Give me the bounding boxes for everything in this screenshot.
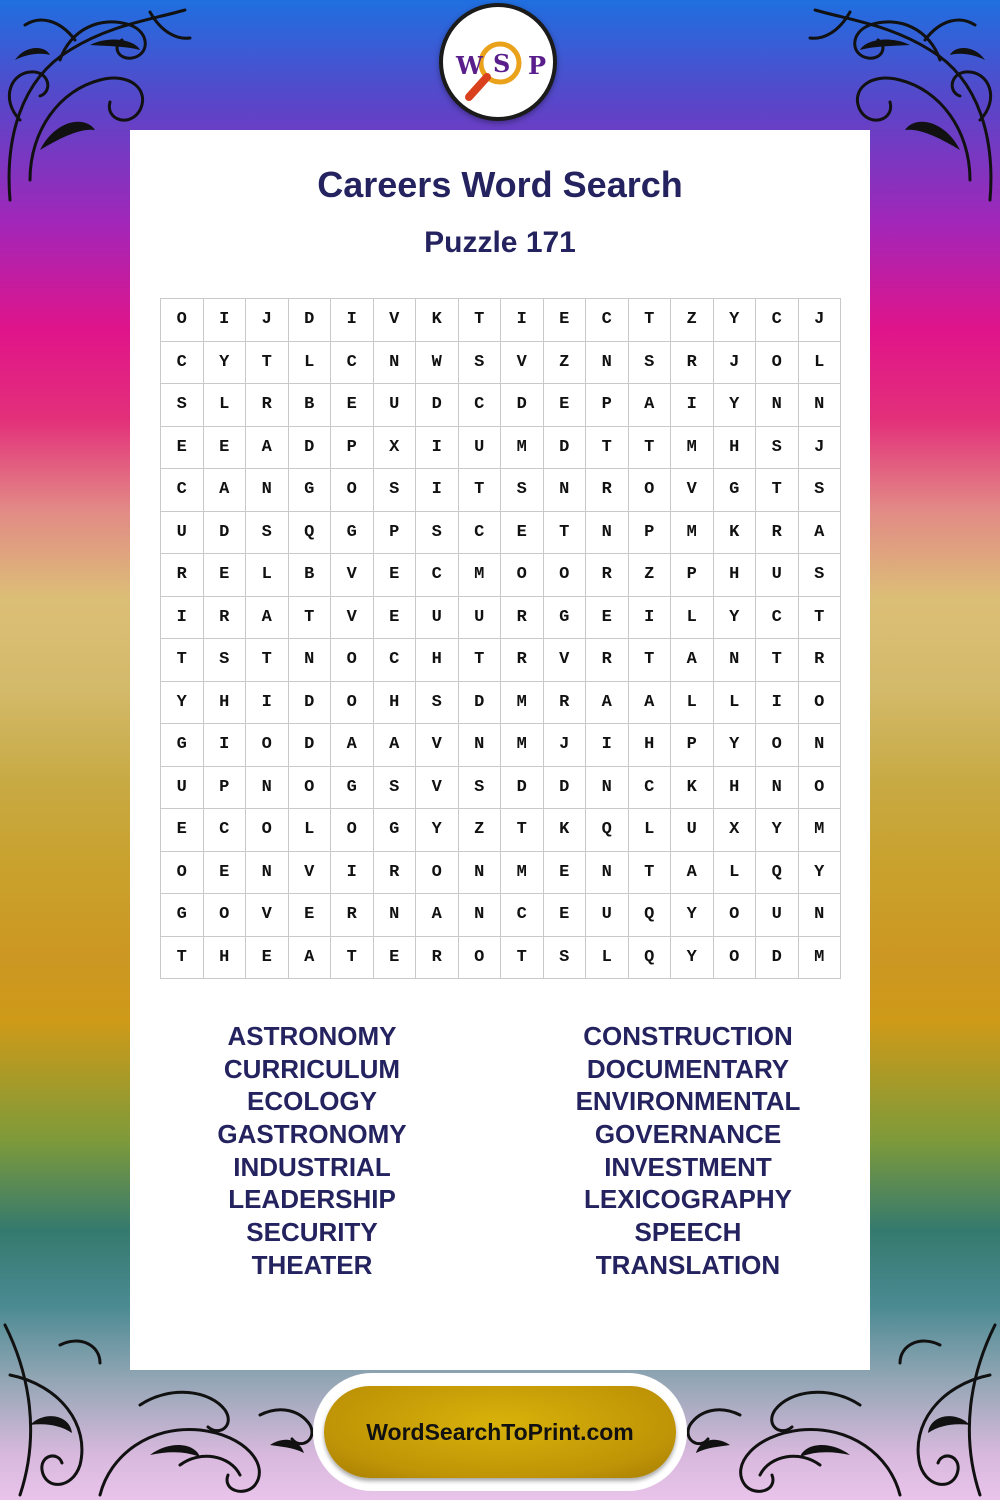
grid-cell[interactable]: S bbox=[799, 554, 842, 597]
grid-cell[interactable]: P bbox=[671, 554, 714, 597]
grid-cell[interactable]: O bbox=[714, 937, 757, 980]
grid-cell[interactable]: Y bbox=[416, 809, 459, 852]
grid-cell[interactable]: P bbox=[629, 512, 672, 555]
grid-cell[interactable]: U bbox=[416, 597, 459, 640]
grid-cell[interactable]: Q bbox=[629, 937, 672, 980]
grid-cell[interactable]: A bbox=[671, 852, 714, 895]
grid-cell[interactable]: M bbox=[671, 512, 714, 555]
grid-cell[interactable]: T bbox=[459, 299, 502, 342]
grid-cell[interactable]: S bbox=[501, 469, 544, 512]
grid-cell[interactable]: E bbox=[544, 299, 587, 342]
grid-cell[interactable]: E bbox=[246, 937, 289, 980]
word-item: INDUSTRIAL bbox=[233, 1151, 391, 1182]
grid-cell[interactable]: D bbox=[289, 299, 332, 342]
grid-cell[interactable]: V bbox=[416, 767, 459, 810]
word-item: CONSTRUCTION bbox=[583, 1021, 793, 1051]
grid-cell[interactable]: O bbox=[629, 469, 672, 512]
grid-cell[interactable]: R bbox=[331, 894, 374, 937]
grid-cell[interactable]: T bbox=[586, 427, 629, 470]
grid-cell[interactable]: O bbox=[756, 724, 799, 767]
grid-cell[interactable]: K bbox=[544, 809, 587, 852]
word-item: INVESTMENT bbox=[604, 1151, 772, 1182]
grid-cell[interactable]: U bbox=[161, 767, 204, 810]
grid-cell[interactable]: B bbox=[289, 384, 332, 427]
grid-cell[interactable]: R bbox=[161, 554, 204, 597]
grid-cell[interactable]: H bbox=[714, 554, 757, 597]
grid-cell[interactable]: H bbox=[204, 682, 247, 725]
grid-cell[interactable]: M bbox=[501, 852, 544, 895]
grid-cell[interactable]: Y bbox=[714, 299, 757, 342]
word-item: SECURITY bbox=[246, 1217, 378, 1248]
grid-cell[interactable]: R bbox=[416, 937, 459, 980]
logo-letter-w: W bbox=[456, 51, 483, 80]
grid-cell[interactable]: R bbox=[586, 639, 629, 682]
grid-cell[interactable]: J bbox=[544, 724, 587, 767]
grid-cell[interactable]: A bbox=[671, 639, 714, 682]
grid-cell[interactable]: I bbox=[756, 682, 799, 725]
grid-cell[interactable]: E bbox=[161, 427, 204, 470]
grid-cell[interactable]: N bbox=[459, 724, 502, 767]
grid-cell[interactable]: I bbox=[671, 384, 714, 427]
grid-cell[interactable]: E bbox=[204, 554, 247, 597]
grid-cell[interactable]: S bbox=[459, 342, 502, 385]
grid-cell[interactable]: N bbox=[246, 469, 289, 512]
grid-cell[interactable]: W bbox=[416, 342, 459, 385]
grid-cell[interactable]: U bbox=[756, 894, 799, 937]
grid-cell[interactable]: M bbox=[501, 427, 544, 470]
grid-cell[interactable]: J bbox=[246, 299, 289, 342]
grid-cell[interactable]: O bbox=[289, 767, 332, 810]
grid-cell[interactable]: S bbox=[459, 767, 502, 810]
grid-cell[interactable]: L bbox=[714, 852, 757, 895]
grid-cell[interactable]: O bbox=[799, 767, 842, 810]
grid-cell[interactable]: D bbox=[501, 384, 544, 427]
grid-cell[interactable]: C bbox=[756, 597, 799, 640]
grid-cell[interactable]: L bbox=[714, 682, 757, 725]
grid-cell[interactable]: T bbox=[799, 597, 842, 640]
word-list-left bbox=[152, 1020, 472, 1282]
grid-cell[interactable]: A bbox=[586, 682, 629, 725]
grid-cell[interactable]: I bbox=[416, 427, 459, 470]
grid-cell[interactable]: O bbox=[204, 894, 247, 937]
grid-cell[interactable]: R bbox=[501, 639, 544, 682]
grid-cell[interactable]: M bbox=[799, 809, 842, 852]
grid-cell[interactable]: T bbox=[544, 512, 587, 555]
logo-letter-p: P bbox=[528, 51, 547, 80]
grid-cell[interactable]: N bbox=[799, 724, 842, 767]
grid-cell[interactable]: L bbox=[289, 809, 332, 852]
grid-cell[interactable]: T bbox=[629, 852, 672, 895]
grid-cell[interactable]: R bbox=[374, 852, 417, 895]
word-item: LEXICOGRAPHY bbox=[583, 1184, 793, 1215]
grid-cell[interactable]: B bbox=[289, 554, 332, 597]
grid-cell[interactable]: C bbox=[374, 639, 417, 682]
grid-cell[interactable]: G bbox=[161, 894, 204, 937]
word-list-right bbox=[528, 1020, 848, 1282]
grid-cell[interactable]: N bbox=[246, 852, 289, 895]
puzzle-number: Puzzle 171 bbox=[424, 226, 576, 259]
grid-cell[interactable]: R bbox=[799, 639, 842, 682]
grid-cell[interactable]: N bbox=[459, 894, 502, 937]
puzzle-title: Careers Word Search bbox=[317, 164, 683, 205]
word-item: ASTRONOMY bbox=[227, 1021, 397, 1051]
grid-cell[interactable]: O bbox=[161, 299, 204, 342]
grid-cell[interactable]: N bbox=[544, 469, 587, 512]
grid-cell[interactable]: D bbox=[544, 427, 587, 470]
grid-cell[interactable]: A bbox=[629, 384, 672, 427]
grid-cell[interactable]: N bbox=[756, 767, 799, 810]
grid-cell[interactable]: T bbox=[331, 937, 374, 980]
grid-cell[interactable]: C bbox=[459, 384, 502, 427]
puzzle-panel bbox=[130, 130, 870, 1370]
grid-cell[interactable]: T bbox=[246, 342, 289, 385]
grid-cell[interactable]: M bbox=[671, 427, 714, 470]
grid-cell[interactable]: A bbox=[204, 469, 247, 512]
grid-cell[interactable]: D bbox=[289, 427, 332, 470]
grid-cell[interactable]: Z bbox=[544, 342, 587, 385]
site-logo[interactable] bbox=[439, 3, 557, 121]
grid-cell[interactable]: R bbox=[586, 554, 629, 597]
grid-cell[interactable]: U bbox=[671, 809, 714, 852]
grid-cell[interactable]: Y bbox=[204, 342, 247, 385]
grid-cell[interactable]: Q bbox=[756, 852, 799, 895]
grid-cell[interactable]: A bbox=[289, 937, 332, 980]
grid-cell[interactable]: M bbox=[501, 682, 544, 725]
grid-cell[interactable]: A bbox=[331, 724, 374, 767]
grid-cell[interactable]: D bbox=[756, 937, 799, 980]
grid-cell[interactable]: N bbox=[756, 384, 799, 427]
grid-cell[interactable]: T bbox=[629, 299, 672, 342]
grid-cell[interactable]: L bbox=[799, 342, 842, 385]
grid-cell[interactable]: P bbox=[374, 512, 417, 555]
grid-cell[interactable]: R bbox=[756, 512, 799, 555]
grid-cell[interactable]: I bbox=[501, 299, 544, 342]
grid-cell[interactable]: T bbox=[161, 639, 204, 682]
grid-cell[interactable]: E bbox=[161, 809, 204, 852]
grid-cell[interactable]: E bbox=[586, 597, 629, 640]
grid-cell[interactable]: P bbox=[671, 724, 714, 767]
grid-cell[interactable]: U bbox=[586, 894, 629, 937]
grid-cell[interactable]: R bbox=[586, 469, 629, 512]
grid-cell[interactable]: T bbox=[246, 639, 289, 682]
grid-cell[interactable]: M bbox=[799, 937, 842, 980]
grid-cell[interactable]: C bbox=[459, 512, 502, 555]
grid-cell[interactable]: V bbox=[374, 299, 417, 342]
grid-cell[interactable]: S bbox=[629, 342, 672, 385]
grid-cell[interactable]: E bbox=[544, 384, 587, 427]
grid-cell[interactable]: T bbox=[289, 597, 332, 640]
grid-cell[interactable]: Z bbox=[671, 299, 714, 342]
grid-cell[interactable]: L bbox=[246, 554, 289, 597]
grid-cell[interactable]: K bbox=[714, 512, 757, 555]
grid-cell[interactable]: L bbox=[671, 682, 714, 725]
grid-cell[interactable]: E bbox=[501, 512, 544, 555]
grid-cell[interactable]: H bbox=[416, 639, 459, 682]
grid-cell[interactable]: A bbox=[629, 682, 672, 725]
letter-grid bbox=[160, 298, 841, 979]
grid-cell[interactable]: E bbox=[374, 554, 417, 597]
grid-cell[interactable]: I bbox=[204, 299, 247, 342]
word-item: DOCUMENTARY bbox=[586, 1053, 790, 1084]
grid-cell[interactable]: V bbox=[544, 639, 587, 682]
grid-cell[interactable]: I bbox=[161, 597, 204, 640]
grid-cell[interactable]: G bbox=[544, 597, 587, 640]
grid-cell[interactable]: Z bbox=[459, 809, 502, 852]
grid-cell[interactable]: J bbox=[714, 342, 757, 385]
grid-cell[interactable]: U bbox=[756, 554, 799, 597]
grid-cell[interactable]: R bbox=[501, 597, 544, 640]
grid-cell[interactable]: Y bbox=[714, 724, 757, 767]
grid-cell[interactable]: O bbox=[246, 724, 289, 767]
grid-cell[interactable]: G bbox=[161, 724, 204, 767]
grid-cell[interactable]: C bbox=[161, 342, 204, 385]
grid-cell[interactable]: S bbox=[416, 682, 459, 725]
grid-cell[interactable]: N bbox=[246, 767, 289, 810]
grid-cell[interactable]: L bbox=[289, 342, 332, 385]
grid-cell[interactable]: Q bbox=[629, 894, 672, 937]
grid-cell[interactable]: C bbox=[416, 554, 459, 597]
grid-cell[interactable]: S bbox=[204, 639, 247, 682]
grid-cell[interactable]: H bbox=[714, 767, 757, 810]
grid-cell[interactable]: S bbox=[246, 512, 289, 555]
grid-cell[interactable]: Y bbox=[799, 852, 842, 895]
grid-cell[interactable]: Y bbox=[714, 597, 757, 640]
grid-cell[interactable]: D bbox=[544, 767, 587, 810]
grid-cell[interactable]: A bbox=[799, 512, 842, 555]
grid-cell[interactable]: O bbox=[501, 554, 544, 597]
grid-cell[interactable]: O bbox=[416, 852, 459, 895]
website-link[interactable]: WordSearchToPrint.com bbox=[366, 1418, 634, 1445]
grid-cell[interactable]: A bbox=[246, 597, 289, 640]
grid-cell[interactable]: E bbox=[374, 597, 417, 640]
grid-cell[interactable]: O bbox=[756, 342, 799, 385]
grid-cell[interactable]: I bbox=[246, 682, 289, 725]
word-item: LEADERSHIP bbox=[228, 1184, 396, 1215]
grid-cell[interactable]: C bbox=[586, 299, 629, 342]
grid-cell[interactable]: H bbox=[374, 682, 417, 725]
grid-cell[interactable]: I bbox=[204, 724, 247, 767]
grid-cell[interactable]: H bbox=[204, 937, 247, 980]
grid-cell[interactable]: O bbox=[331, 639, 374, 682]
grid-cell[interactable]: I bbox=[629, 597, 672, 640]
grid-cell[interactable]: E bbox=[204, 427, 247, 470]
grid-cell[interactable]: X bbox=[714, 809, 757, 852]
word-item: GOVERNANCE bbox=[594, 1119, 782, 1150]
grid-cell[interactable]: O bbox=[459, 937, 502, 980]
grid-cell[interactable]: O bbox=[331, 809, 374, 852]
grid-cell[interactable]: J bbox=[799, 299, 842, 342]
grid-cell[interactable]: E bbox=[374, 937, 417, 980]
grid-cell[interactable]: V bbox=[246, 894, 289, 937]
grid-cell[interactable]: N bbox=[586, 342, 629, 385]
footer-badge bbox=[313, 1373, 687, 1491]
grid-cell[interactable]: N bbox=[289, 639, 332, 682]
grid-cell[interactable]: N bbox=[459, 852, 502, 895]
grid-cell[interactable]: Z bbox=[629, 554, 672, 597]
grid-cell[interactable]: C bbox=[756, 299, 799, 342]
grid-cell[interactable]: N bbox=[799, 894, 842, 937]
grid-cell[interactable]: T bbox=[501, 809, 544, 852]
grid-cell[interactable]: D bbox=[416, 384, 459, 427]
grid-cell[interactable]: D bbox=[289, 682, 332, 725]
grid-cell[interactable]: A bbox=[246, 427, 289, 470]
grid-cell[interactable]: G bbox=[331, 767, 374, 810]
grid-cell[interactable]: N bbox=[714, 639, 757, 682]
grid-cell[interactable]: U bbox=[459, 427, 502, 470]
grid-cell[interactable]: P bbox=[331, 427, 374, 470]
grid-cell[interactable]: N bbox=[374, 894, 417, 937]
grid-cell[interactable]: S bbox=[161, 384, 204, 427]
grid-cell[interactable]: I bbox=[586, 724, 629, 767]
word-item: SPEECH bbox=[634, 1217, 742, 1248]
grid-cell[interactable]: T bbox=[161, 937, 204, 980]
grid-cell[interactable]: V bbox=[289, 852, 332, 895]
grid-cell[interactable]: E bbox=[331, 384, 374, 427]
word-item: GASTRONOMY bbox=[217, 1119, 407, 1150]
grid-cell[interactable]: K bbox=[416, 299, 459, 342]
grid-cell[interactable]: D bbox=[204, 512, 247, 555]
grid-cell[interactable]: O bbox=[246, 809, 289, 852]
grid-cell[interactable]: R bbox=[671, 342, 714, 385]
grid-cell[interactable]: Y bbox=[756, 809, 799, 852]
grid-cell[interactable]: N bbox=[586, 512, 629, 555]
grid-cell[interactable]: D bbox=[459, 682, 502, 725]
grid-cell[interactable]: U bbox=[459, 597, 502, 640]
grid-cell[interactable]: Y bbox=[671, 937, 714, 980]
grid-cell[interactable]: D bbox=[501, 767, 544, 810]
grid-cell[interactable]: R bbox=[246, 384, 289, 427]
grid-cell[interactable]: S bbox=[544, 937, 587, 980]
grid-cell[interactable]: M bbox=[501, 724, 544, 767]
grid-cell[interactable]: J bbox=[799, 427, 842, 470]
grid-cell[interactable]: I bbox=[331, 299, 374, 342]
logo-letter-s: S bbox=[493, 49, 511, 78]
grid-cell[interactable]: G bbox=[374, 809, 417, 852]
grid-cell[interactable]: X bbox=[374, 427, 417, 470]
grid-cell[interactable]: E bbox=[544, 894, 587, 937]
grid-cell[interactable]: O bbox=[331, 682, 374, 725]
word-item: ENVIRONMENTAL bbox=[575, 1086, 801, 1117]
grid-cell[interactable]: S bbox=[756, 427, 799, 470]
grid-cell[interactable]: M bbox=[459, 554, 502, 597]
grid-cell[interactable]: I bbox=[416, 469, 459, 512]
grid-cell[interactable]: E bbox=[204, 852, 247, 895]
grid-cell[interactable]: V bbox=[331, 597, 374, 640]
grid-cell[interactable]: T bbox=[756, 469, 799, 512]
word-list bbox=[130, 1020, 870, 1290]
grid-cell[interactable]: A bbox=[374, 724, 417, 767]
word-item: TRANSLATION bbox=[595, 1249, 781, 1280]
grid-cell[interactable]: C bbox=[161, 469, 204, 512]
word-item: CURRICULUM bbox=[223, 1053, 401, 1084]
grid-cell[interactable]: C bbox=[501, 894, 544, 937]
grid-cell[interactable]: E bbox=[289, 894, 332, 937]
grid-cell[interactable]: T bbox=[756, 639, 799, 682]
grid-cell[interactable]: T bbox=[459, 469, 502, 512]
grid-cell[interactable]: D bbox=[289, 724, 332, 767]
grid-cell[interactable]: L bbox=[204, 384, 247, 427]
grid-cell[interactable]: K bbox=[671, 767, 714, 810]
grid-cell[interactable]: T bbox=[629, 639, 672, 682]
grid-cell[interactable]: Y bbox=[714, 384, 757, 427]
grid-cell[interactable]: R bbox=[544, 682, 587, 725]
grid-cell[interactable]: C bbox=[204, 809, 247, 852]
grid-cell[interactable]: G bbox=[289, 469, 332, 512]
grid-cell[interactable]: O bbox=[544, 554, 587, 597]
grid-cell[interactable]: V bbox=[331, 554, 374, 597]
grid-cell[interactable]: N bbox=[799, 384, 842, 427]
grid-cell[interactable]: N bbox=[586, 852, 629, 895]
grid-cell[interactable]: Q bbox=[586, 809, 629, 852]
grid-cell[interactable]: C bbox=[331, 342, 374, 385]
grid-cell[interactable]: O bbox=[799, 682, 842, 725]
grid-cell[interactable]: G bbox=[714, 469, 757, 512]
grid-cell[interactable]: T bbox=[501, 937, 544, 980]
grid-cell[interactable]: L bbox=[586, 937, 629, 980]
grid-cell[interactable]: S bbox=[416, 512, 459, 555]
word-item: ECOLOGY bbox=[246, 1086, 377, 1117]
grid-cell[interactable]: S bbox=[799, 469, 842, 512]
grid-cell[interactable]: I bbox=[331, 852, 374, 895]
grid-cell[interactable]: E bbox=[544, 852, 587, 895]
grid-cell[interactable]: R bbox=[204, 597, 247, 640]
grid-cell[interactable]: V bbox=[501, 342, 544, 385]
grid-cell[interactable]: V bbox=[416, 724, 459, 767]
grid-cell[interactable]: T bbox=[459, 639, 502, 682]
grid-cell[interactable]: C bbox=[629, 767, 672, 810]
grid-cell[interactable]: U bbox=[374, 384, 417, 427]
grid-cell[interactable]: S bbox=[374, 469, 417, 512]
grid-cell[interactable]: N bbox=[374, 342, 417, 385]
grid-cell[interactable]: P bbox=[586, 384, 629, 427]
grid-cell[interactable]: G bbox=[331, 512, 374, 555]
grid-cell[interactable]: V bbox=[671, 469, 714, 512]
grid-cell[interactable]: O bbox=[331, 469, 374, 512]
grid-cell[interactable]: T bbox=[629, 427, 672, 470]
website-button[interactable] bbox=[324, 1386, 676, 1478]
grid-cell[interactable]: N bbox=[586, 767, 629, 810]
grid-cell[interactable]: H bbox=[629, 724, 672, 767]
grid-cell[interactable]: H bbox=[714, 427, 757, 470]
grid-cell[interactable]: A bbox=[416, 894, 459, 937]
grid-cell[interactable]: L bbox=[629, 809, 672, 852]
word-item: THEATER bbox=[251, 1249, 373, 1280]
grid-cell[interactable]: Y bbox=[161, 682, 204, 725]
grid-cell[interactable]: U bbox=[161, 512, 204, 555]
grid-cell[interactable]: O bbox=[714, 894, 757, 937]
grid-cell[interactable]: O bbox=[161, 852, 204, 895]
grid-cell[interactable]: P bbox=[204, 767, 247, 810]
grid-cell[interactable]: L bbox=[671, 597, 714, 640]
grid-cell[interactable]: Q bbox=[289, 512, 332, 555]
grid-cell[interactable]: S bbox=[374, 767, 417, 810]
grid-cell[interactable]: Y bbox=[671, 894, 714, 937]
